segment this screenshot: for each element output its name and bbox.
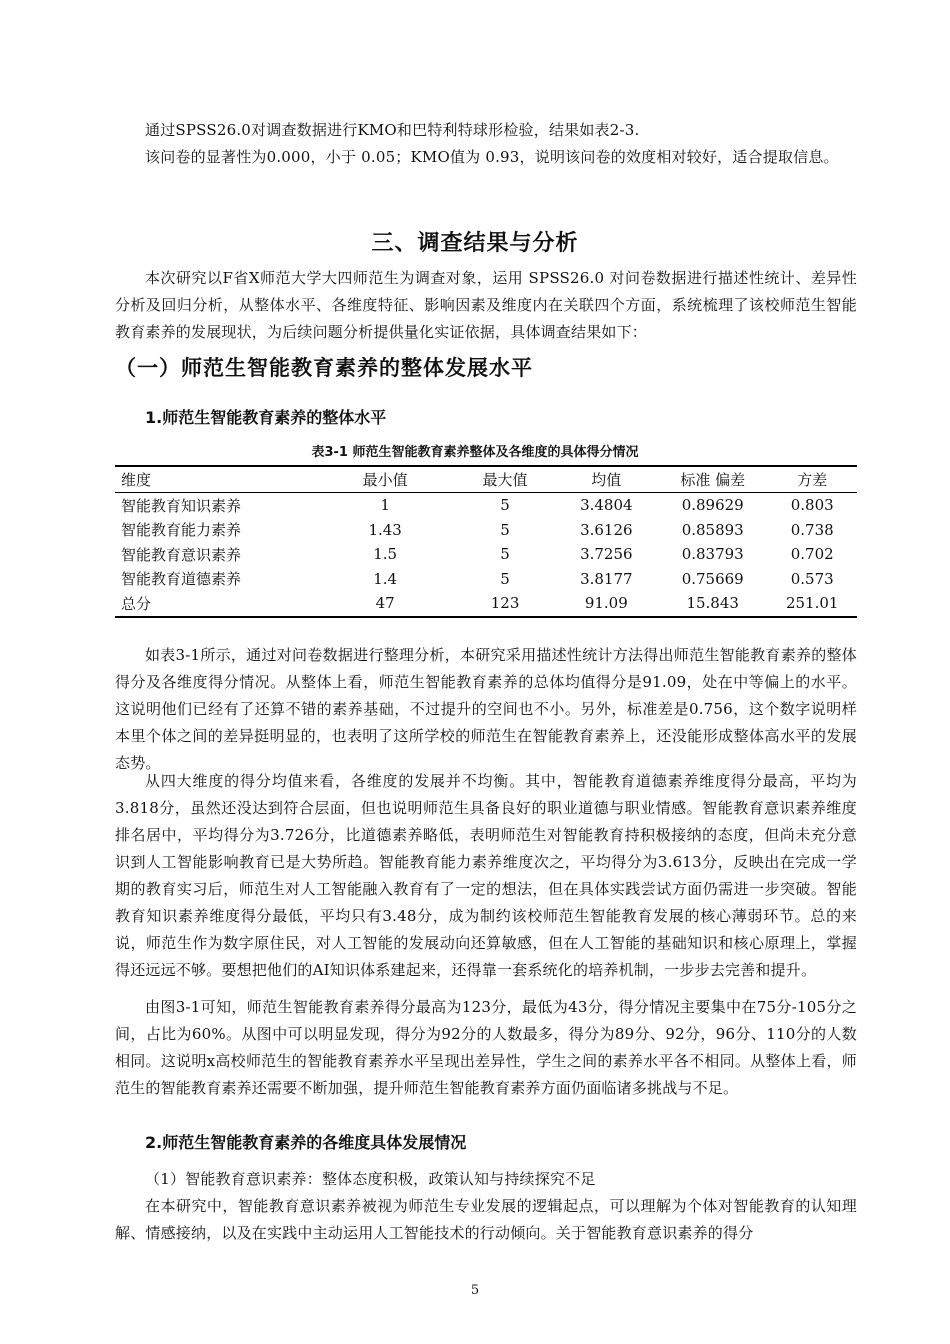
table-cell: 总分 [121,594,152,613]
subsubsection-heading-1: 1.师范生智能教育素养的整体水平 [145,408,387,427]
table-cell: 47 [375,594,395,613]
table-cell: 3.4804 [580,496,633,515]
paragraph-awareness-title: （1）智能教育意识素养：整体态度积极，政策认知与持续探究不足 [145,1170,596,1188]
table-cell: 5 [500,545,510,564]
table-cell: 1 [380,496,390,515]
table-cell: 3.6126 [580,520,633,539]
table-cell: 0.89629 [681,496,744,515]
table-cell: 3.8177 [580,569,633,588]
table-cell: 1.43 [368,520,402,539]
table-caption: 表3-1 师范生智能教育素养整体及各维度的具体得分情况 [311,445,639,460]
table-row [115,542,857,567]
table-row [115,493,857,518]
table-cell: 0.702 [790,545,834,564]
paragraph-figure-analysis: 由图3-1可知，师范生智能教育素养得分最高为123分，最低为43分，得分情况主要集中在75分-105分之间，占比为60%。从图中可以明显发现，得分为92分的人数最多，得分为89分、92分，96分、110分的人数相同。这说明x高校师范生的智能教育素养水平呈现出差异性，学生之间的素养水平各不相同。从整体上看，师范生的智能教育素养还需要不断加强，提升师范生智能教育素养方面仍面临诸多挑战与不足。 [115,998,857,1097]
table-cell: 251.01 [785,594,839,613]
table-cell: 3.7256 [580,545,633,564]
table-cell: 智能教育知识素养 [121,496,242,515]
table-cell: 5 [500,496,510,515]
paragraph-significance: 该问卷的显著性为0.000，小于 0.05；KMO值为 0.93，说明该问卷的效度相对较好，适合提取信息。 [145,148,839,166]
paragraph-kmo-test: 通过SPSS26.0对调查数据进行KMO和巴特利特球形检验，结果如表2-3. [145,121,640,139]
table-cell: 0.573 [790,569,834,588]
table-cell: 智能教育能力素养 [121,521,242,540]
column-header: 标准 偏差 [658,466,767,493]
column-header: 最大值 [456,466,555,493]
table-cell: 0.75669 [681,569,744,588]
table-row [115,518,857,543]
table-cell: 0.85893 [681,520,744,539]
table-row-total [115,591,857,617]
table-cell: 1.5 [373,545,398,564]
column-header: 方差 [767,466,857,493]
page-number: 5 [470,1283,480,1298]
paragraph-awareness-body: 在本研究中，智能教育意识素养被视为师范生专业发展的逻辑起点，可以理解为个体对智能教育的认知理解、情感接纳，以及在实践中主动运用人工智能技术的行动倾向。关于智能教育意识素养的得分 [115,1197,857,1242]
table-cell: 5 [500,569,510,588]
column-header: 均值 [555,466,658,493]
table-cell: 123 [490,594,520,613]
table-cell: 0.803 [790,496,834,515]
table-cell: 1.4 [373,569,398,588]
table-cell: 91.09 [584,594,628,613]
paragraph-intro: 本次研究以F省X师范大学大四师范生为调查对象，运用 SPSS26.0 对问卷数据进行描述性统计、差异性分析及回归分析，从整体水平、各维度特征、影响因素及维度内在关联四个方面，系统梳理了该校师范生智能教育素养的发展现状，为后续问题分析提供量化实证依据，具体调查结果如下： [115,269,857,341]
paragraph-table-analysis: 如表3-1所示，通过对问卷数据进行整理分析，本研究采用描述性统计方法得出师范生智能教育素养的整体得分及各维度得分情况。从整体上看，师范生智能教育素养的总体均值得分是91.09，处在中等偏上的水平。这说明他们已经有了还算不错的素养基础，不过提升的空间也不小。另外，标准差是0.756，这个数字说明样本里个体之间的差异挺明显的，也表明了这所学校的师范生在智能教育素养上，还没能形成整体高水平的发展态势。 [115,646,857,772]
table-row [115,567,857,592]
subsection-heading: （一）师范生智能教育素养的整体发展水平 [115,356,533,380]
section-heading: 三、调查结果与分析 [371,231,579,256]
table-cell: 智能教育意识素养 [121,545,242,564]
table-cell: 0.83793 [681,545,744,564]
score-table [115,465,857,618]
column-header: 最小值 [315,466,456,493]
column-header: 维度 [115,466,315,493]
subsubsection-heading-2: 2.师范生智能教育素养的各维度具体发展情况 [145,1133,467,1152]
table-cell: 0.738 [790,520,834,539]
table-header-row [115,466,857,493]
table-cell: 15.843 [686,594,739,613]
paragraph-dimension-analysis: 从四大维度的得分均值来看，各维度的发展并不均衡。其中，智能教育道德素养维度得分最高，平均为3.818分，虽然还没达到符合层面，但也说明师范生具备良好的职业道德与职业情感。智能教育意识素养维度排名居中，平均得分为3.726分，比道德素养略低，表明师范生对智能教育持积极接纳的态度，但尚未充分意识到人工智能影响教育已是大势所趋。智能教育能力素养维度次之，平均得分为3.613分，反映出在完成一学期的教育实习后，师范生对人工智能融入教育有了一定的想法，但在具体实践尝试方面仍需进一步突破。智能教育知识素养维度得分最低，平均只有3.48分，成为制约该校师范生智能教育发展的核心薄弱环节。总的来说，师范生作为数字原住民，对人工智能的发展动向还算敏感，但在人工智能的基础知识和核心原理上，掌握得还远远不够。要想把他们的AI知识体系建起来，还得靠一套系统化的培养机制，一步步去完善和提升。 [115,772,857,979]
table-cell: 智能教育道德素养 [121,570,242,589]
table-cell: 5 [500,520,510,539]
